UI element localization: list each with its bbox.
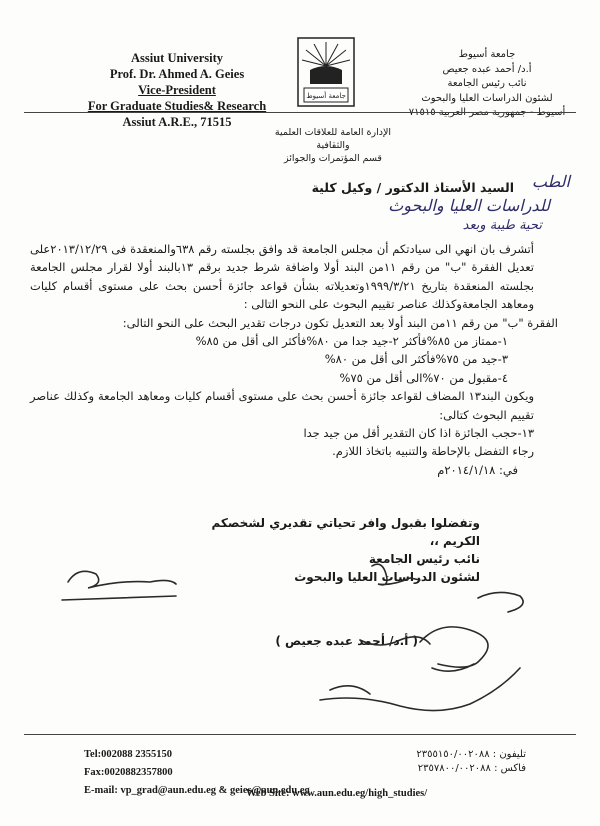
handwritten-note-1: للدراسات العليا والبحوث xyxy=(388,196,550,215)
footer-website[interactable]: Web Site: www.aun.edu.eg/high_studies/ xyxy=(246,788,428,799)
footer-fax-ar: فاكس : ٢٣٥٧٨٠٠/٠٠٢٠٨٨ xyxy=(417,763,526,774)
header-divider xyxy=(24,112,576,113)
paragraph-2: الفقرة "ب" من رقم ١١من البند أولا بعد التعديل تكون درجات تقدير البحث على النحو التالى: xyxy=(122,315,558,330)
address-ar: أسيوط - جمهورية مصر العربية ٧١٥١٥ xyxy=(408,107,566,118)
grade-item-4: ٤-مقبول من ٧٠%الى أقل من ٧٥% xyxy=(339,370,508,385)
signatory-name: ( أ.د/ أحمد عبده جعيص ) xyxy=(275,634,418,648)
paragraph-1: أتشرف بان انهي الى سيادتكم أن مجلس الجامعة قد وافق بجلسته رقم ٦٣٨والمنعقدة فى ٢٠١٣/١٢/٢٩على تعديل الفقرة "ب" من رقم ١١من البند أولا واضافة شرط جديد برقم ١٣بالبند أولا لقرار مجلس الجامعة بجلسته المنعقدة بتاريخ ١٩٩٩/٣/٢١وتعديلاته بشأن قواعد جائزة أحسن بحث على مستوى أقسام كليات ومعاهد الجامعةوكذلك عناصر تقييم البحوث على النحو التالى : xyxy=(30,242,534,312)
letter-body xyxy=(30,240,558,479)
office-en: For Graduate Studies& Research xyxy=(87,99,267,113)
footer-tel-ar: تليفون : ٢٣٥٥١٥٠/٠٠٢٠٨٨ xyxy=(416,749,526,760)
footer-email[interactable]: E-mail: vp_grad@aun.edu.eg & geies@aun.edu.eg xyxy=(84,785,310,796)
logo-text: جامعة أسيوط xyxy=(306,92,346,100)
letterhead-arabic xyxy=(392,48,582,121)
letterhead-english xyxy=(82,50,272,130)
paragraph-3: ويكون البند١٣ المضاف لقواعد جائزة أحسن بحث على مستوى أقسام كليات ومعاهد الجامعة وكذلك عناصر تقييم البحوث كتالى: xyxy=(30,389,534,422)
official-title-en: Vice-President xyxy=(138,83,216,97)
address-en: Assiut A.R.E., 71515 xyxy=(122,115,232,129)
footer-divider xyxy=(24,734,576,735)
letter-date: في: ٢٠١٤/١/١٨م xyxy=(437,462,518,477)
grade-item-1-2: ١-ممتاز من ٨٥%فأكثر ٢-جيد جدا من ٨٠%فأكثر الى أقل من ٨٥% xyxy=(195,334,508,349)
official-name-ar: أ.د/ أحمد عبده جعيص xyxy=(442,63,532,75)
office-ar: لشئون الدراسات العليا والبحوث xyxy=(421,92,553,104)
university-logo xyxy=(296,36,356,108)
department-line2: قسم المؤتمرات والجوائز xyxy=(284,153,382,164)
grade-item-3: ٣-جيد من ٧٥%فأكثر الى أقل من ٨٠% xyxy=(324,352,508,367)
official-title-ar: نائب رئيس الجامعة xyxy=(447,78,527,89)
department-line1: الإدارة العامة للعلاقات العلمية والثقافية xyxy=(274,127,392,151)
closing-request: رجاء التفضل بالإحاطة والتنبيه باتخاذ اللازم. xyxy=(332,444,534,459)
signature-block xyxy=(200,514,480,650)
footer-fax: Fax:0020882357800 xyxy=(84,767,173,778)
department-label xyxy=(268,126,398,165)
signatory-title: نائب رئيس الجامعة xyxy=(368,552,480,566)
salutation: وتفضلوا بقبول وافر تحياتي تقديري لشخصكم الكريم ،، xyxy=(211,516,480,548)
addressee: السيد الأستاذ الدكتور / وكيل كلية xyxy=(311,180,514,195)
signatory-office: لشئون الدراسات العليا والبحوث xyxy=(294,570,480,584)
handwritten-note-2: تحية طيبة وبعد xyxy=(462,218,542,233)
official-name-en: Prof. Dr. Ahmed A. Geies xyxy=(109,67,245,81)
university-name-en: Assiut University xyxy=(130,51,224,65)
university-name-ar: جامعة أسيوط xyxy=(458,49,516,60)
footer-tel: Tel:002088 2355150 xyxy=(84,749,172,760)
footer-contact-ar xyxy=(416,748,526,776)
handwritten-faculty: الطب xyxy=(531,172,570,191)
rule-item-13: ١٣-حجب الجائزة اذا كان التقدير أقل من جيد جدا xyxy=(303,426,534,441)
